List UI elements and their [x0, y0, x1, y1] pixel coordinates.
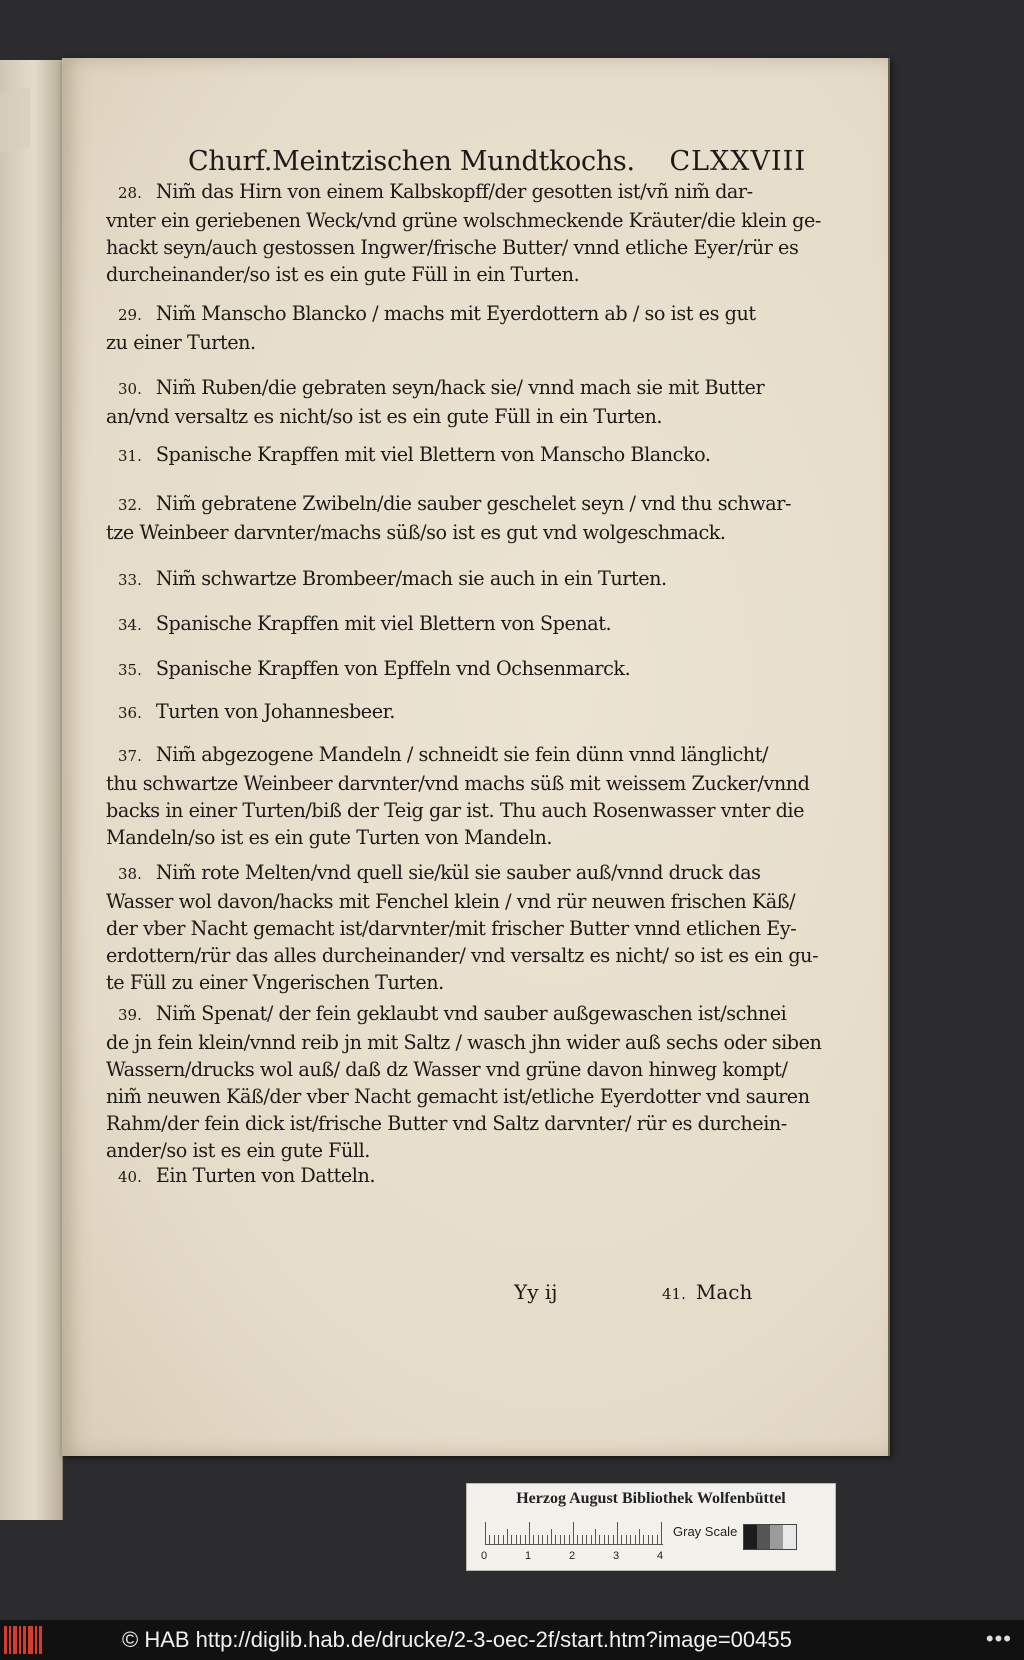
recipe-entry — [106, 1162, 816, 1191]
entry-number: 38. — [118, 865, 142, 883]
ruler-tick — [498, 1535, 499, 1544]
entry-line: 30. Nim̃ Ruben/die gebraten seyn/hack sie/ vnnd mach sie mit Butter — [118, 376, 765, 399]
entry-line: erdottern/rür das alles durcheinander/ vnd versaltz es nicht/ so ist es ein gu- — [106, 944, 819, 967]
ruler-tick — [652, 1535, 653, 1544]
ruler-tick — [582, 1535, 583, 1544]
ruler-tick — [577, 1535, 578, 1544]
ruler-tick — [525, 1535, 526, 1544]
running-title: Churf.Meintzischen Mundtkochs. — [188, 146, 635, 177]
recipe-entry — [106, 655, 816, 684]
ruler-label: 3 — [613, 1550, 620, 1562]
entry-number: 32. — [118, 496, 142, 514]
entry-line: Wassern/drucks wol auß/ daß dz Wasser vnd grüne davon hinweg kompt/ — [106, 1058, 788, 1081]
barcode-bar — [4, 1626, 7, 1654]
ruler-label: 4 — [657, 1550, 664, 1562]
barcode-bar — [9, 1626, 11, 1654]
ruler-tick — [635, 1535, 636, 1544]
ruler-tick — [555, 1535, 556, 1544]
recipe-entry — [106, 698, 816, 727]
entry-line: 36. Turten von Johannesbeer. — [118, 700, 395, 723]
ruler-tick — [626, 1535, 627, 1544]
ruler-tick — [604, 1535, 605, 1544]
ruler-tick — [507, 1529, 508, 1544]
ruler-tick — [569, 1535, 570, 1544]
recipe-entry — [106, 374, 816, 430]
entry-line: 33. Nim̃ schwartze Brombeer/mach sie auch in ein Turten. — [118, 567, 667, 590]
ruler-label: 1 — [525, 1550, 532, 1562]
ruler-tick — [564, 1535, 565, 1544]
measurement-ruler — [485, 1522, 663, 1545]
recipe-entry — [106, 859, 819, 996]
signature-mark: Yy ij — [514, 1280, 558, 1304]
barcode-icon — [4, 1626, 44, 1654]
entry-line: 38. Nim̃ rote Melten/vnd quell sie/kül sie sauber auß/vnnd druck das — [118, 861, 761, 884]
ruler-tick — [573, 1522, 574, 1544]
barcode-bar — [13, 1626, 17, 1654]
entry-line: zu einer Turten. — [106, 331, 256, 354]
ruler-tick — [613, 1535, 614, 1544]
entry-line: tze Weinbeer darvnter/machs süß/so ist es gut vnd wolgeschmack. — [106, 521, 726, 544]
recipe-entry — [106, 741, 816, 851]
entry-line: hackt seyn/auch gestossen Ingwer/frische Butter/ vnnd etliche Eyer/rür es — [106, 236, 799, 259]
entry-line: vnter ein geriebenen Weck/vnd grüne wolschmeckende Kräuter/die klein ge- — [106, 209, 821, 232]
entry-line: 37. Nim̃ abgezogene Mandeln / schneidt sie fein dünn vnnd länglicht/ — [118, 743, 768, 766]
entry-line: 32. Nim̃ gebratene Zwibeln/die sauber geschelet seyn / vnd thu schwar- — [118, 492, 792, 515]
ruler-tick — [595, 1529, 596, 1544]
ruler-tick — [547, 1535, 548, 1544]
page-text — [62, 58, 888, 1456]
color-scale-card — [466, 1483, 836, 1571]
gray-swatch — [783, 1525, 796, 1549]
gray-swatch — [744, 1525, 757, 1549]
gray-swatch — [770, 1525, 783, 1549]
ruler-tick — [599, 1535, 600, 1544]
entry-line: 35. Spanische Krapffen von Epffeln vnd Ochsenmarck. — [118, 657, 631, 680]
ruler-label: 2 — [569, 1550, 576, 1562]
barcode-bar — [28, 1626, 33, 1654]
ruler-tick — [608, 1535, 609, 1544]
entry-line: thu schwartze Weinbeer darvnter/vnd machs süß mit weissem Zucker/vnnd — [106, 772, 810, 795]
recipe-entry — [106, 300, 816, 356]
entry-line: durcheinander/so ist es ein gute Füll in ein Turten. — [106, 263, 580, 286]
entry-number: 28. — [118, 184, 142, 202]
gray-scale-label: Gray Scale — [673, 1524, 738, 1539]
page-corner — [0, 87, 30, 153]
ruler-tick — [591, 1535, 592, 1544]
entry-number: 37. — [118, 747, 142, 765]
entry-line: der vber Nacht gemacht ist/darvnter/mit frischer Butter vnnd etlichen Ey- — [106, 917, 797, 940]
ruler-tick — [657, 1535, 658, 1544]
entry-line: de jn fein klein/vnnd reib jn mit Saltz / wasch jhn wider auß sechs oder siben — [106, 1031, 822, 1054]
entry-line: Wasser wol davon/hacks mit Fenchel klein / vnd rür neuwen frischen Käß/ — [106, 890, 796, 913]
entry-line: 28. Nim̃ das Hirn von einem Kalbskopff/der gesotten ist/vñ nim̃ dar- — [118, 180, 753, 203]
recipe-entry — [106, 610, 816, 639]
copyright-url[interactable]: © HAB http://diglib.hab.de/drucke/2-3-oec-2f/start.htm?image=00455 — [122, 1627, 792, 1652]
catchword — [662, 1280, 752, 1304]
barcode-bar — [39, 1626, 42, 1654]
entry-line: 40. Ein Turten von Datteln. — [118, 1164, 376, 1187]
ruler-tick — [538, 1535, 539, 1544]
ruler-tick — [630, 1535, 631, 1544]
ruler-tick — [533, 1535, 534, 1544]
book-page — [62, 58, 890, 1456]
entry-line: Rahm/der fein dick ist/frische Butter vnd Saltz darvnter/ rür es durchein- — [106, 1112, 787, 1135]
entry-line: an/vnd versaltz es nicht/so ist es ein gute Füll in ein Turten. — [106, 405, 663, 428]
ruler-tick — [586, 1535, 587, 1544]
barcode-bar — [19, 1626, 21, 1654]
entry-number: 36. — [118, 704, 142, 722]
entry-line: 29. Nim̃ Manscho Blancko / machs mit Eyerdottern ab / so ist es gut — [118, 302, 756, 325]
ruler-tick — [560, 1535, 561, 1544]
recipe-entry — [106, 441, 816, 470]
recipe-entry — [106, 565, 816, 594]
entry-number: 33. — [118, 571, 142, 589]
entry-line: ander/so ist es ein gute Füll. — [106, 1139, 370, 1162]
ruler-tick — [485, 1522, 486, 1544]
entry-line: nim̃ neuwen Käß/der vber Nacht gemacht ist/etliche Eyerdotter vnd sauren — [106, 1085, 810, 1108]
ruler-tick — [516, 1535, 517, 1544]
catchword-text: Mach — [695, 1280, 753, 1304]
entry-line: Mandeln/so ist es ein gute Turten von Mandeln. — [106, 826, 553, 849]
ruler-tick — [621, 1535, 622, 1544]
ruler-tick — [639, 1529, 640, 1544]
gray-scale-swatches — [743, 1524, 797, 1550]
ruler-tick — [661, 1522, 662, 1544]
entry-number: 35. — [118, 661, 142, 679]
recipe-entry — [106, 178, 821, 288]
gray-swatch — [757, 1525, 770, 1549]
facing-page-edge — [0, 60, 63, 1520]
entry-number: 40. — [118, 1168, 142, 1186]
ruler-tick — [511, 1535, 512, 1544]
footer-bar — [0, 1620, 1024, 1660]
ruler-tick — [643, 1535, 644, 1544]
recipe-entry — [106, 490, 816, 546]
entry-number: 30. — [118, 380, 142, 398]
folio-number: CLXXVIII — [669, 146, 806, 177]
barcode-bar — [35, 1626, 37, 1654]
recipe-entry — [106, 1000, 822, 1164]
ruler-tick — [542, 1535, 543, 1544]
barcode-bar — [23, 1626, 26, 1654]
ruler-tick — [529, 1522, 530, 1544]
ruler-tick — [494, 1535, 495, 1544]
entry-line: te Füll zu einer Vngerischen Turten. — [106, 971, 444, 994]
ruler-tick — [489, 1535, 490, 1544]
entry-number: 34. — [118, 616, 142, 634]
ruler-label: 0 — [481, 1550, 488, 1562]
entry-number: 39. — [118, 1006, 142, 1024]
ruler-tick — [648, 1535, 649, 1544]
ruler-tick — [520, 1535, 521, 1544]
ruler-tick — [503, 1535, 504, 1544]
entry-line: 31. Spanische Krapffen mit viel Blettern von Manscho Blancko. — [118, 443, 711, 466]
entry-number: 29. — [118, 306, 142, 324]
ruler-tick — [617, 1522, 618, 1544]
entry-line: backs in einer Turten/biß der Teig gar ist. Thu auch Rosenwasser vnter die — [106, 799, 804, 822]
catchword-number: 41. — [662, 1285, 686, 1303]
entry-number: 31. — [118, 447, 142, 465]
entry-line: 34. Spanische Krapffen mit viel Blettern von Spenat. — [118, 612, 612, 635]
entry-line: 39. Nim̃ Spenat/ der fein geklaubt vnd sauber außgewaschen ist/schnei — [118, 1002, 787, 1025]
ruler-labels — [481, 1550, 671, 1564]
more-icon[interactable]: ••• — [985, 1626, 1012, 1651]
library-name: Herzog August Bibliothek Wolfenbüttel — [516, 1490, 786, 1507]
ruler-tick — [551, 1529, 552, 1544]
